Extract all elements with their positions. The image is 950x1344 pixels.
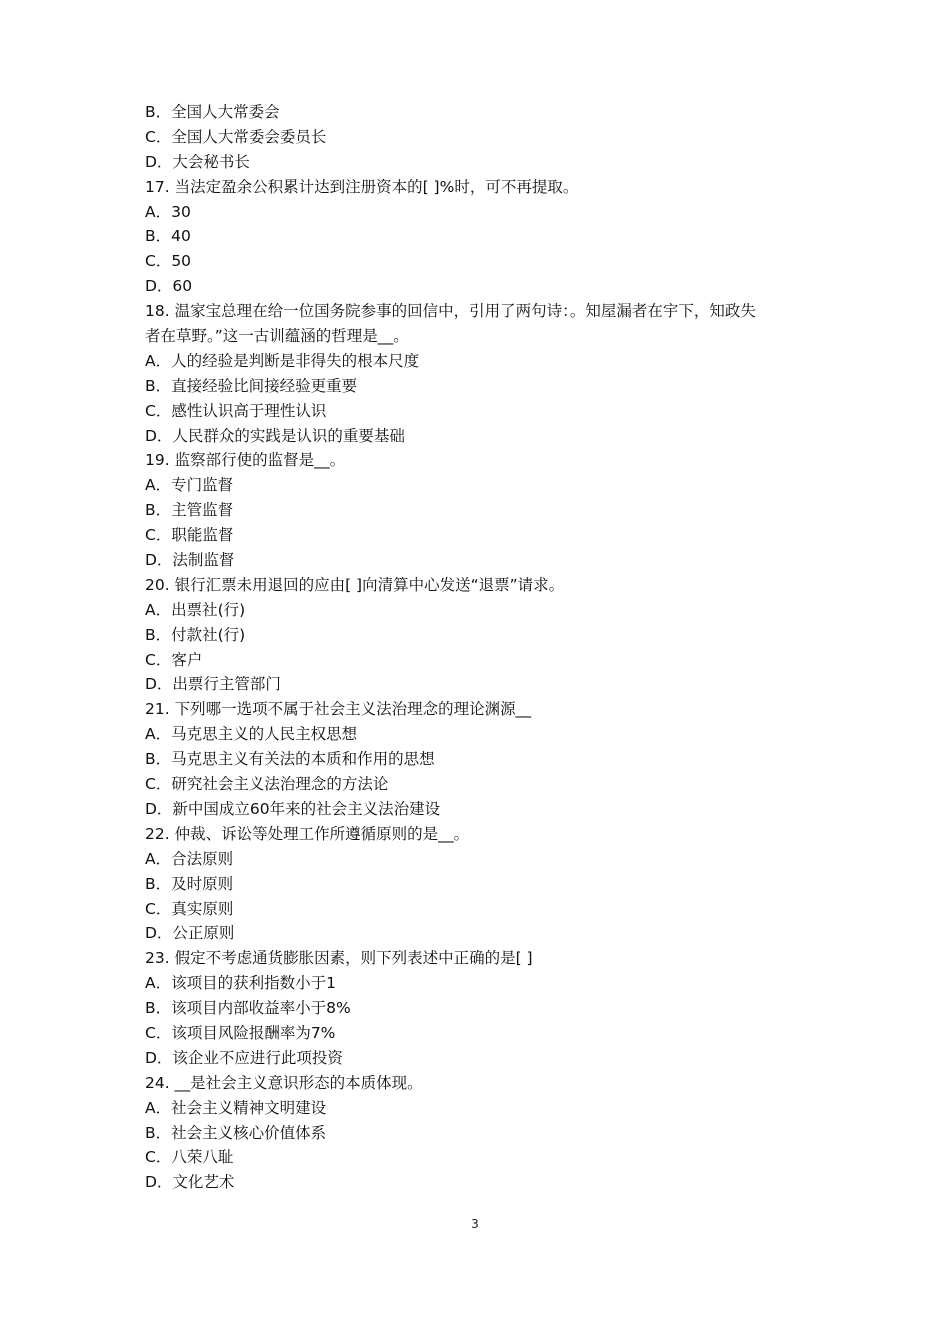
option-line: B．付款社(行) <box>145 625 246 644</box>
option-line: A．马克思主义的人民主权思想 <box>145 725 358 744</box>
question-19: 19. 监察部行使的监督是__。 <box>145 451 346 470</box>
option-line: D．法制监督 <box>145 551 235 570</box>
option-line: C．客户 <box>145 650 203 669</box>
question-20: 20. 银行汇票未用退回的应由[ ]向清算中心发送“退票”请求。 <box>145 575 565 594</box>
option-line: C．50 <box>145 252 192 271</box>
question-17: 17. 当法定盈余公积累计达到注册资本的[ ]%时，可不再提取。 <box>145 177 579 196</box>
option-line: D．60 <box>145 277 193 296</box>
option-line: B．及时原则 <box>145 874 234 893</box>
option-line: C．八荣八耻 <box>145 1148 234 1167</box>
option-line: C．职能监督 <box>145 526 234 545</box>
option-line: C．该项目风险报酬率为7% <box>145 1023 336 1042</box>
question-18: 18. 温家宝总理在给一位国务院参事的回信中，引用了两句诗：。知屋漏者在宇下，知政失 <box>145 302 756 321</box>
option-line: C．研究社会主义法治理念的方法论 <box>145 775 389 794</box>
question-list <box>145 100 815 1195</box>
question-18-continued: 者在草野。”这一古训蕴涵的哲理是__。 <box>145 327 409 346</box>
option-line: A．专门监督 <box>145 476 234 495</box>
option-line: D．新中国成立60年来的社会主义法治建设 <box>145 799 441 818</box>
option-line: B．马克思主义有关法的本质和作用的思想 <box>145 750 435 769</box>
option-line: D．公正原则 <box>145 924 235 943</box>
option-line: A．出票社(行) <box>145 600 246 619</box>
option-line: D．大会秘书长 <box>145 152 250 171</box>
option-line: D．该企业不应进行此项投资 <box>145 1048 343 1067</box>
option-line: C．全国人大常委会委员长 <box>145 127 327 146</box>
option-line: D．人民群众的实践是认识的重要基础 <box>145 426 405 445</box>
option-line: B．40 <box>145 227 191 246</box>
option-line: A．30 <box>145 202 191 221</box>
page-number: 3 <box>471 1217 479 1231</box>
question-23: 23. 假定不考虑通货膨胀因素，则下列表述中正确的是[ ] <box>145 949 533 968</box>
option-line: B．社会主义核心价值体系 <box>145 1123 327 1142</box>
option-line: C．真实原则 <box>145 899 234 918</box>
option-line: C．感性认识高于理性认识 <box>145 401 327 420</box>
option-line: A．人的经验是判断是非得失的根本尺度 <box>145 351 420 370</box>
option-line: B．该项目内部收益率小于8% <box>145 999 351 1018</box>
option-line: A．合法原则 <box>145 849 234 868</box>
option-line: B．直接经验比间接经验更重要 <box>145 376 358 395</box>
option-line: D．文化艺术 <box>145 1173 235 1192</box>
question-24: 24. __是社会主义意识形态的本质体现。 <box>145 1073 423 1092</box>
option-line: A．该项目的获利指数小于1 <box>145 974 336 993</box>
option-line: B．全国人大常委会 <box>145 103 280 121</box>
option-line: B．主管监督 <box>145 501 234 520</box>
option-line: D．出票行主管部门 <box>145 675 281 694</box>
question-22: 22. 仲裁、诉讼等处理工作所遵循原则的是__。 <box>145 824 470 843</box>
question-21: 21. 下列哪一选项不属于社会主义法治理念的理论渊源__ <box>145 700 532 719</box>
option-line: A．社会主义精神文明建设 <box>145 1098 327 1117</box>
